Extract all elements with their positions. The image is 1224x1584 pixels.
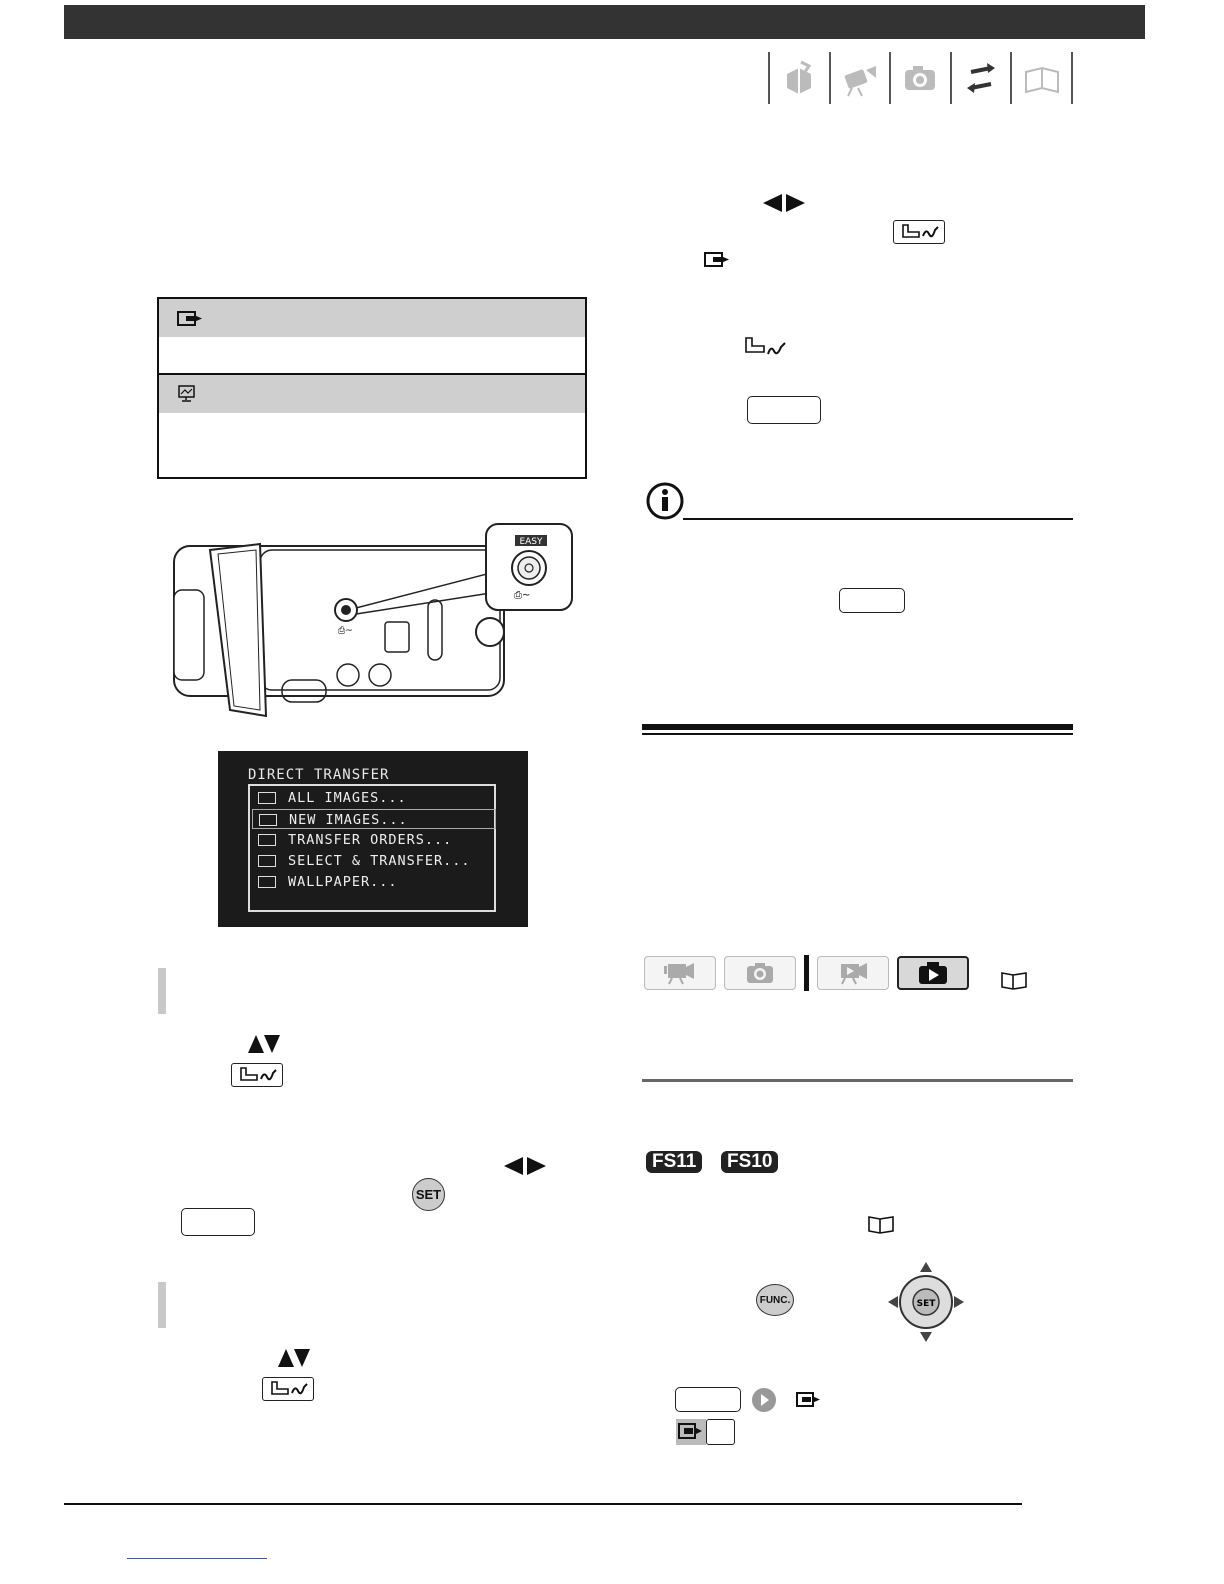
model-badge-fs10: FS10 xyxy=(721,1151,778,1173)
table-row xyxy=(159,337,585,375)
divider xyxy=(642,1079,1073,1082)
direct-transfer-menu-icon xyxy=(795,1390,825,1412)
next-step-arrow-icon xyxy=(751,1387,777,1413)
lcd-menu-title: DIRECT TRANSFER xyxy=(248,767,390,783)
left-right-arrows-icon xyxy=(503,1156,547,1176)
section-marker xyxy=(158,1282,166,1328)
transfer-orders-icon xyxy=(258,834,276,846)
lcd-menu-item-transfer-orders[interactable]: TRANSFER ORDERS... xyxy=(258,830,494,850)
new-images-icon xyxy=(259,814,277,826)
footer-rule xyxy=(64,1503,1022,1505)
model-badge-fs11: FS11 xyxy=(646,1151,702,1173)
button-placeholder xyxy=(747,396,821,424)
lcd-menu-item-all-images[interactable]: ALL IMAGES... xyxy=(258,788,494,808)
table-header-wallpaper xyxy=(159,375,585,413)
page-reference-icon xyxy=(1000,970,1028,990)
direct-transfer-button-icon xyxy=(231,1063,283,1087)
func-button-icon: FUNC. xyxy=(756,1284,794,1316)
section-rule xyxy=(642,733,1073,735)
camcorder-illustration xyxy=(170,520,580,725)
introduction-icon[interactable] xyxy=(768,52,829,104)
photo-icon[interactable] xyxy=(889,52,950,104)
video-icon[interactable] xyxy=(829,52,890,104)
select-transfer-icon xyxy=(258,855,276,867)
svg-text:⎙~: ⎙~ xyxy=(514,590,531,601)
direct-transfer-button-icon xyxy=(893,220,945,244)
movie-playback-icon xyxy=(817,956,889,990)
select-transfer-icon xyxy=(704,251,734,271)
operating-modes-bar xyxy=(644,955,977,991)
select-transfer-icon xyxy=(177,310,205,328)
svg-text:⎙~: ⎙~ xyxy=(338,626,353,636)
svg-text:SET: SET xyxy=(916,1299,936,1309)
menu-button-placeholder xyxy=(181,1208,255,1236)
lcd-menu-item-new-images[interactable]: NEW IMAGES... xyxy=(252,809,496,829)
up-down-arrows-icon xyxy=(247,1034,281,1054)
photo-playback-icon xyxy=(897,956,969,990)
table-row xyxy=(159,413,585,479)
movie-record-icon xyxy=(644,956,716,990)
chapter-tabs xyxy=(768,52,1073,104)
joystick-icon xyxy=(886,1260,966,1344)
lcd-menu-item-select-transfer[interactable]: SELECT & TRANSFER... xyxy=(258,851,494,871)
transfer-options-table xyxy=(157,297,587,479)
mode-separator xyxy=(804,955,809,991)
section-marker xyxy=(158,968,166,1014)
section-rule xyxy=(642,724,1073,730)
additional-info-icon[interactable] xyxy=(1010,52,1073,104)
lcd-menu-list xyxy=(248,784,496,912)
lcd-menu-item-wallpaper[interactable]: WALLPAPER... xyxy=(258,872,494,892)
footer-link-underline[interactable] xyxy=(127,1558,267,1559)
up-down-arrows-icon xyxy=(277,1348,311,1368)
photo-record-icon xyxy=(724,956,796,990)
all-images-icon xyxy=(258,792,276,804)
table-header-select-transfer xyxy=(159,299,585,337)
lcd-direct-transfer-screen xyxy=(218,751,528,927)
header-bar xyxy=(64,5,1145,39)
setting-box xyxy=(706,1419,735,1445)
left-right-arrows-icon xyxy=(762,193,806,213)
menu-icon-selected xyxy=(676,1419,706,1445)
wallpaper-icon xyxy=(177,385,197,403)
button-placeholder xyxy=(839,588,905,613)
external-connections-icon[interactable] xyxy=(950,52,1011,104)
info-icon xyxy=(645,481,685,521)
direct-transfer-icon xyxy=(742,336,792,358)
wallpaper-icon xyxy=(258,876,276,888)
set-button-icon: SET xyxy=(412,1178,445,1211)
button-placeholder xyxy=(675,1387,741,1412)
divider xyxy=(683,518,1073,520)
page-reference-icon xyxy=(867,1214,895,1234)
easy-label: EASY xyxy=(519,537,543,547)
direct-transfer-button-icon xyxy=(262,1377,314,1401)
